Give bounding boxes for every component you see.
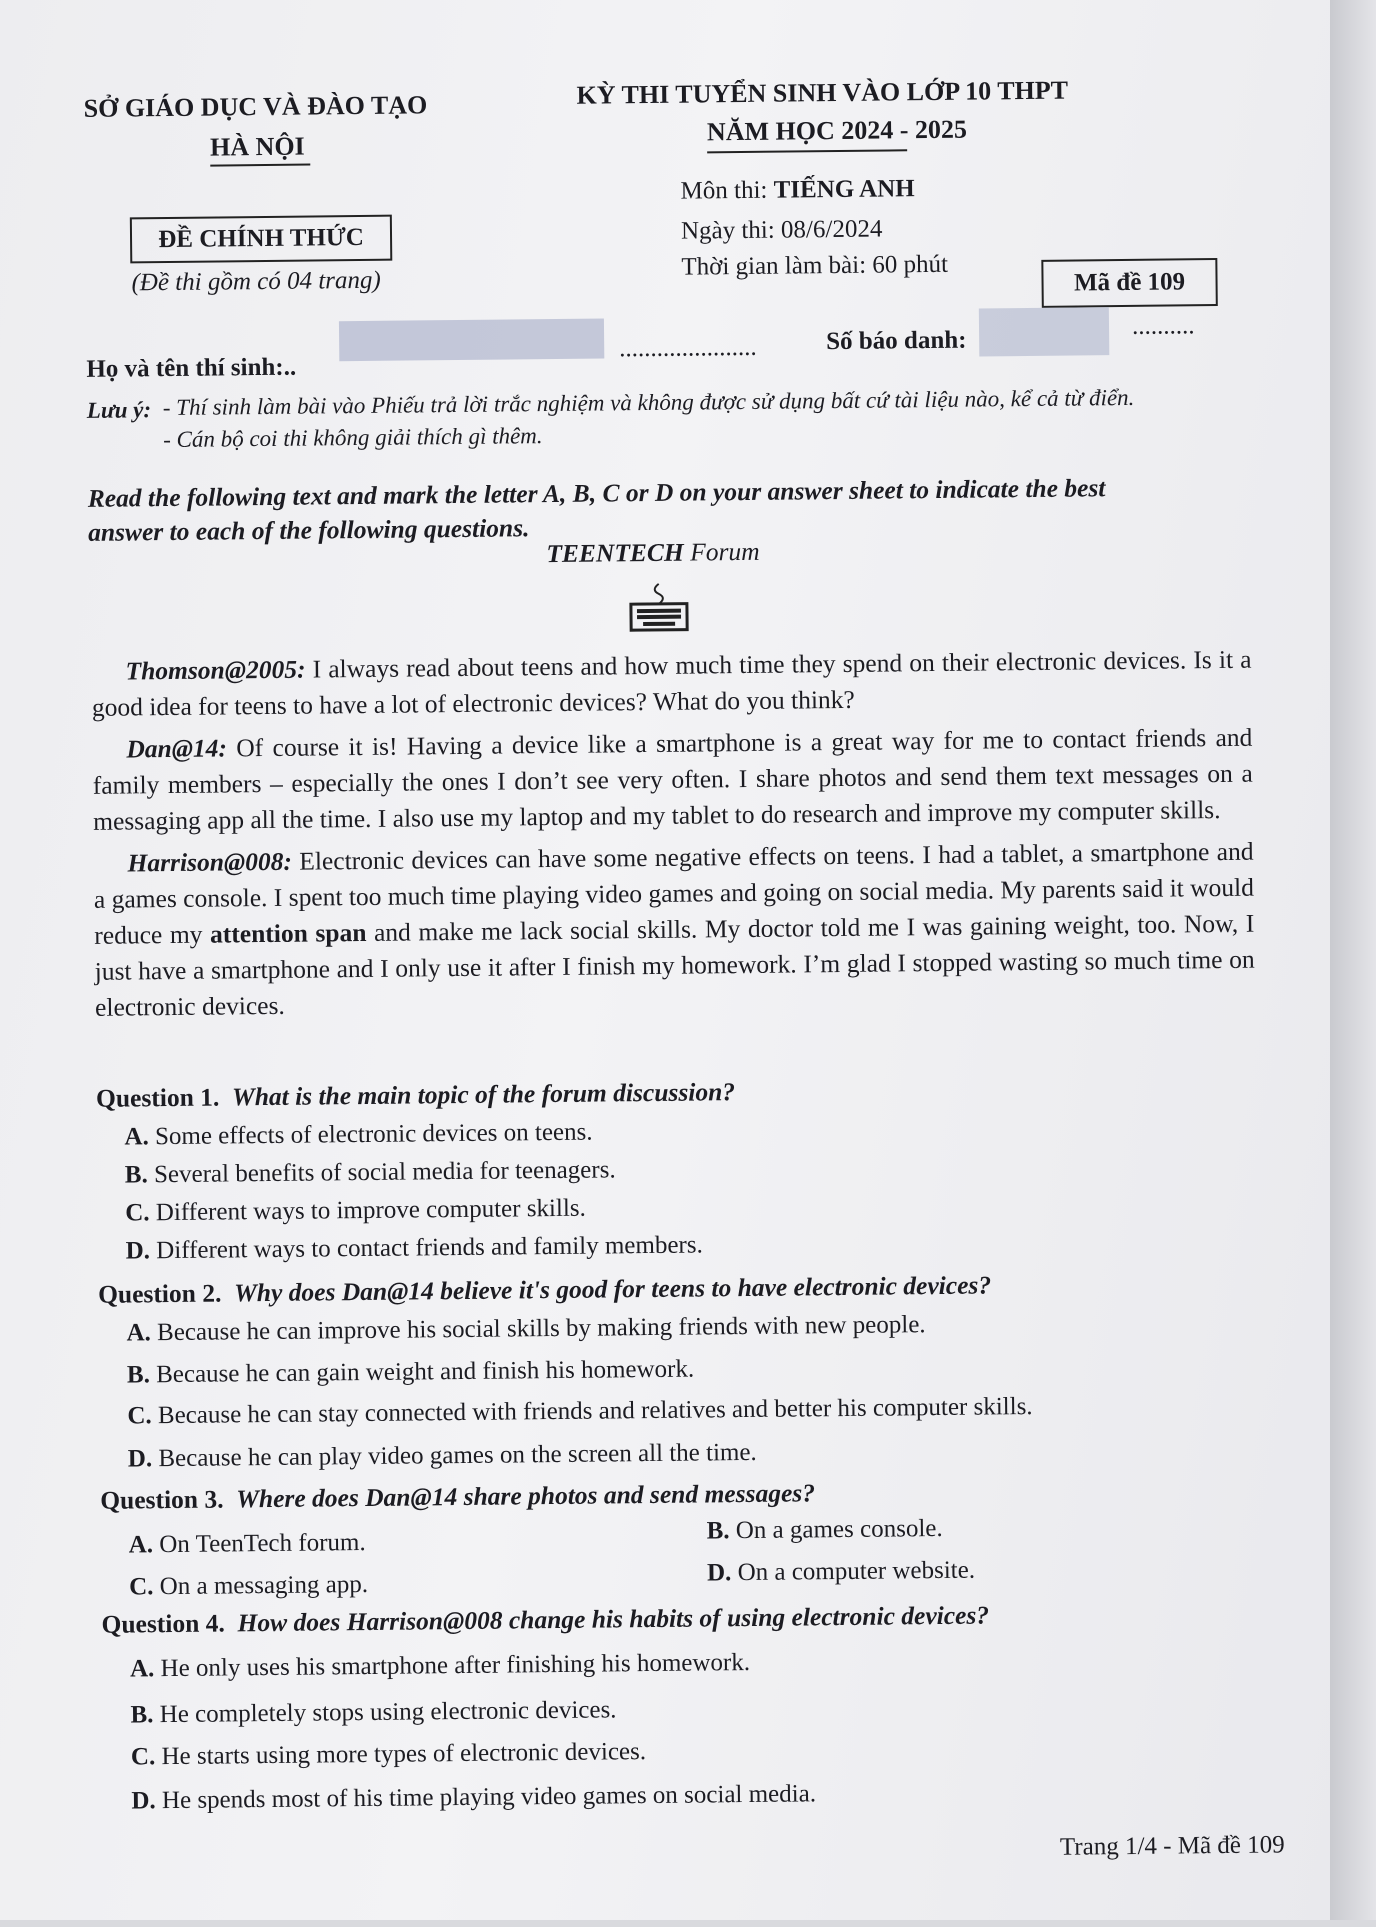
option-d [707,1557,975,1588]
id-dots: .......... [1131,312,1195,340]
post-text: I always read about teens and how much time they spend on their electronic devices. Is it a good idea for teens to have a lot of electronic devices? What do you think? [91,644,1252,722]
pages-note: (Đề thi gồm có 04 trang) [131,266,381,297]
city-underline [210,164,310,167]
option-a [126,1311,925,1347]
option-b [127,1356,695,1390]
option-letter: B. [124,1161,148,1189]
question-stem: What is the main topic of the forum discussion? [231,1077,736,1112]
option-text: He starts using more types of electronic devices. [155,1738,647,1771]
option-c [131,1738,646,1771]
option-letter: D. [127,1445,153,1473]
option-text: On a messaging app. [153,1570,369,1601]
question-number: Question 3. [100,1484,224,1515]
option-text: Different ways to contact friends and family members. [149,1231,703,1265]
forum-title [546,537,760,569]
post-text: Of course it is! Having a device like a smartphone is a great way for me to contact friends and family members – especially the ones I don’t see very often. I share photos and send them text messages on a messaging app all the time. I also use my laptop and my tablet to do research and improve my computer skills. [92,722,1253,836]
page-footer: Trang 1/4 - Mã đề 109 [1059,1831,1285,1861]
question-stem: How does Harrison@008 change his habits of using electronic devices? [237,1600,990,1638]
option-a [129,1529,366,1559]
keyboard-icon [627,582,692,635]
option-text: On a games console. [729,1514,943,1545]
option-letter: B. [126,1361,151,1389]
option-text: He only uses his smartphone after finishing his homework. [154,1648,751,1683]
option-letter: D. [125,1237,151,1265]
question-stem: Why does Dan@14 believe it's good for teens to have electronic devices? [233,1270,992,1308]
forum-post [91,642,1252,726]
option-letter: B. [706,1517,730,1545]
question-1 [96,1077,735,1114]
option-c [125,1195,586,1228]
post-author: Harrison@008: [127,846,293,878]
option-text: Some effects of electronic devices on teens. [148,1118,593,1151]
option-letter: B. [130,1701,154,1729]
option-b [125,1156,616,1189]
post-text: Electronic devices can have some negative effects on teens. I had a tablet, a smartphone and a games console. I spent too much time playing video games and going on social media. My parents said it would reduce my [93,836,1255,950]
subject-line [680,175,914,205]
exam-duration: Thời gian làm bài: 60 phút [681,250,949,281]
option-d [128,1439,757,1474]
option-letter: C. [125,1199,150,1227]
question-3 [100,1478,815,1515]
question-number: Question 4. [101,1608,225,1639]
option-text: He spends most of his time playing video games on social media. [155,1780,817,1815]
forum-post [93,834,1255,1026]
subject-value: TIẾNG ANH [773,175,915,204]
option-a [124,1119,592,1152]
redacted-id [979,307,1109,356]
option-text: He completely stops using electronic devices. [153,1696,617,1729]
candidate-id-label: Số báo danh: [826,326,967,356]
department-name: SỞ GIÁO DỤC VÀ ĐÀO TẠO [83,90,428,123]
note-label: Lưu ý: [86,397,152,423]
option-c [129,1571,368,1601]
option-text: Several benefits of social media for teenagers. [147,1156,616,1189]
highlighted-phrase: attention span [209,917,367,949]
option-d [126,1231,703,1265]
question-2 [98,1270,991,1309]
department-city: HÀ NỘI [209,131,305,162]
exam-date: Ngày thi: 08/6/2024 [680,215,883,245]
option-letter: A. [128,1531,154,1559]
option-text: Because he can gain weight and finish his homework. [149,1355,695,1389]
option-letter: D. [131,1787,156,1815]
option-b [706,1515,942,1545]
instruction-line-2: answer to each of the following questions. [87,513,530,547]
question-number: Question 1. [95,1082,220,1113]
note-line-2: - Cán bộ coi thi không giải thích gì thêm. [163,423,543,453]
option-letter: C. [127,1402,152,1430]
option-letter: A. [129,1655,155,1683]
forum-title-rest: Forum [683,536,760,567]
name-dots: ...................... [619,333,757,363]
option-letter: A. [126,1319,151,1347]
option-text: On TeenTech forum. [152,1529,366,1559]
post-text: and make me lack social skills. My doctor told me I was gaining weight, too. Now, I just have a smartphone and I only use it after I finish my homework. I’m glad I stopped wasting so much time on electronic devices. [94,908,1255,1022]
note-line-1: - Thí sinh làm bài vào Phiếu trả lời trắc nghiệm và không được sử dụng bất cứ tài liệu nào, kể cả từ điển. [162,384,1135,421]
candidate-name-label: Họ và tên thí sinh:.. [86,353,297,383]
year-underline [707,149,907,153]
option-text: Because he can play video games on the screen all the time. [151,1438,757,1473]
option-text: Because he can improve his social skills by making friends with new people. [150,1311,926,1347]
question-4 [101,1600,989,1639]
option-text: Because he can stay connected with friends and relatives and better his computer skills. [151,1393,1033,1430]
post-author: Thomson@2005: [125,654,306,686]
forum-post [92,720,1253,840]
instruction-line-1: Read the following text and mark the letter A, B, C or D on your answer sheet to indicate the best [87,473,1106,513]
option-letter: C. [129,1573,154,1601]
official-badge: ĐỀ CHÍNH THỨC [130,215,392,264]
option-letter: A. [124,1123,149,1151]
option-letter: D. [706,1559,732,1587]
question-number: Question 2. [97,1278,222,1309]
redacted-name [339,318,604,361]
option-text: On a computer website. [731,1556,976,1587]
option-b [130,1696,616,1729]
subject-label: Môn thi: [680,176,774,205]
forum-passage [91,642,1255,1026]
exam-code-box: Mã đề 109 [1041,258,1217,308]
option-d [131,1780,816,1815]
option-c [127,1393,1033,1430]
question-stem: Where does Dan@14 share photos and send messages? [236,1478,816,1514]
option-a [130,1649,750,1683]
option-letter: C. [130,1743,156,1771]
forum-title-brand: TEENTECH [546,537,684,569]
option-text: Different ways to improve computer skills. [149,1194,586,1227]
school-year: NĂM HỌC 2024 - 2025 [706,114,968,147]
post-author: Dan@14: [126,733,228,764]
exam-title: KỲ THI TUYỂN SINH VÀO LỚP 10 THPT [576,75,1069,110]
